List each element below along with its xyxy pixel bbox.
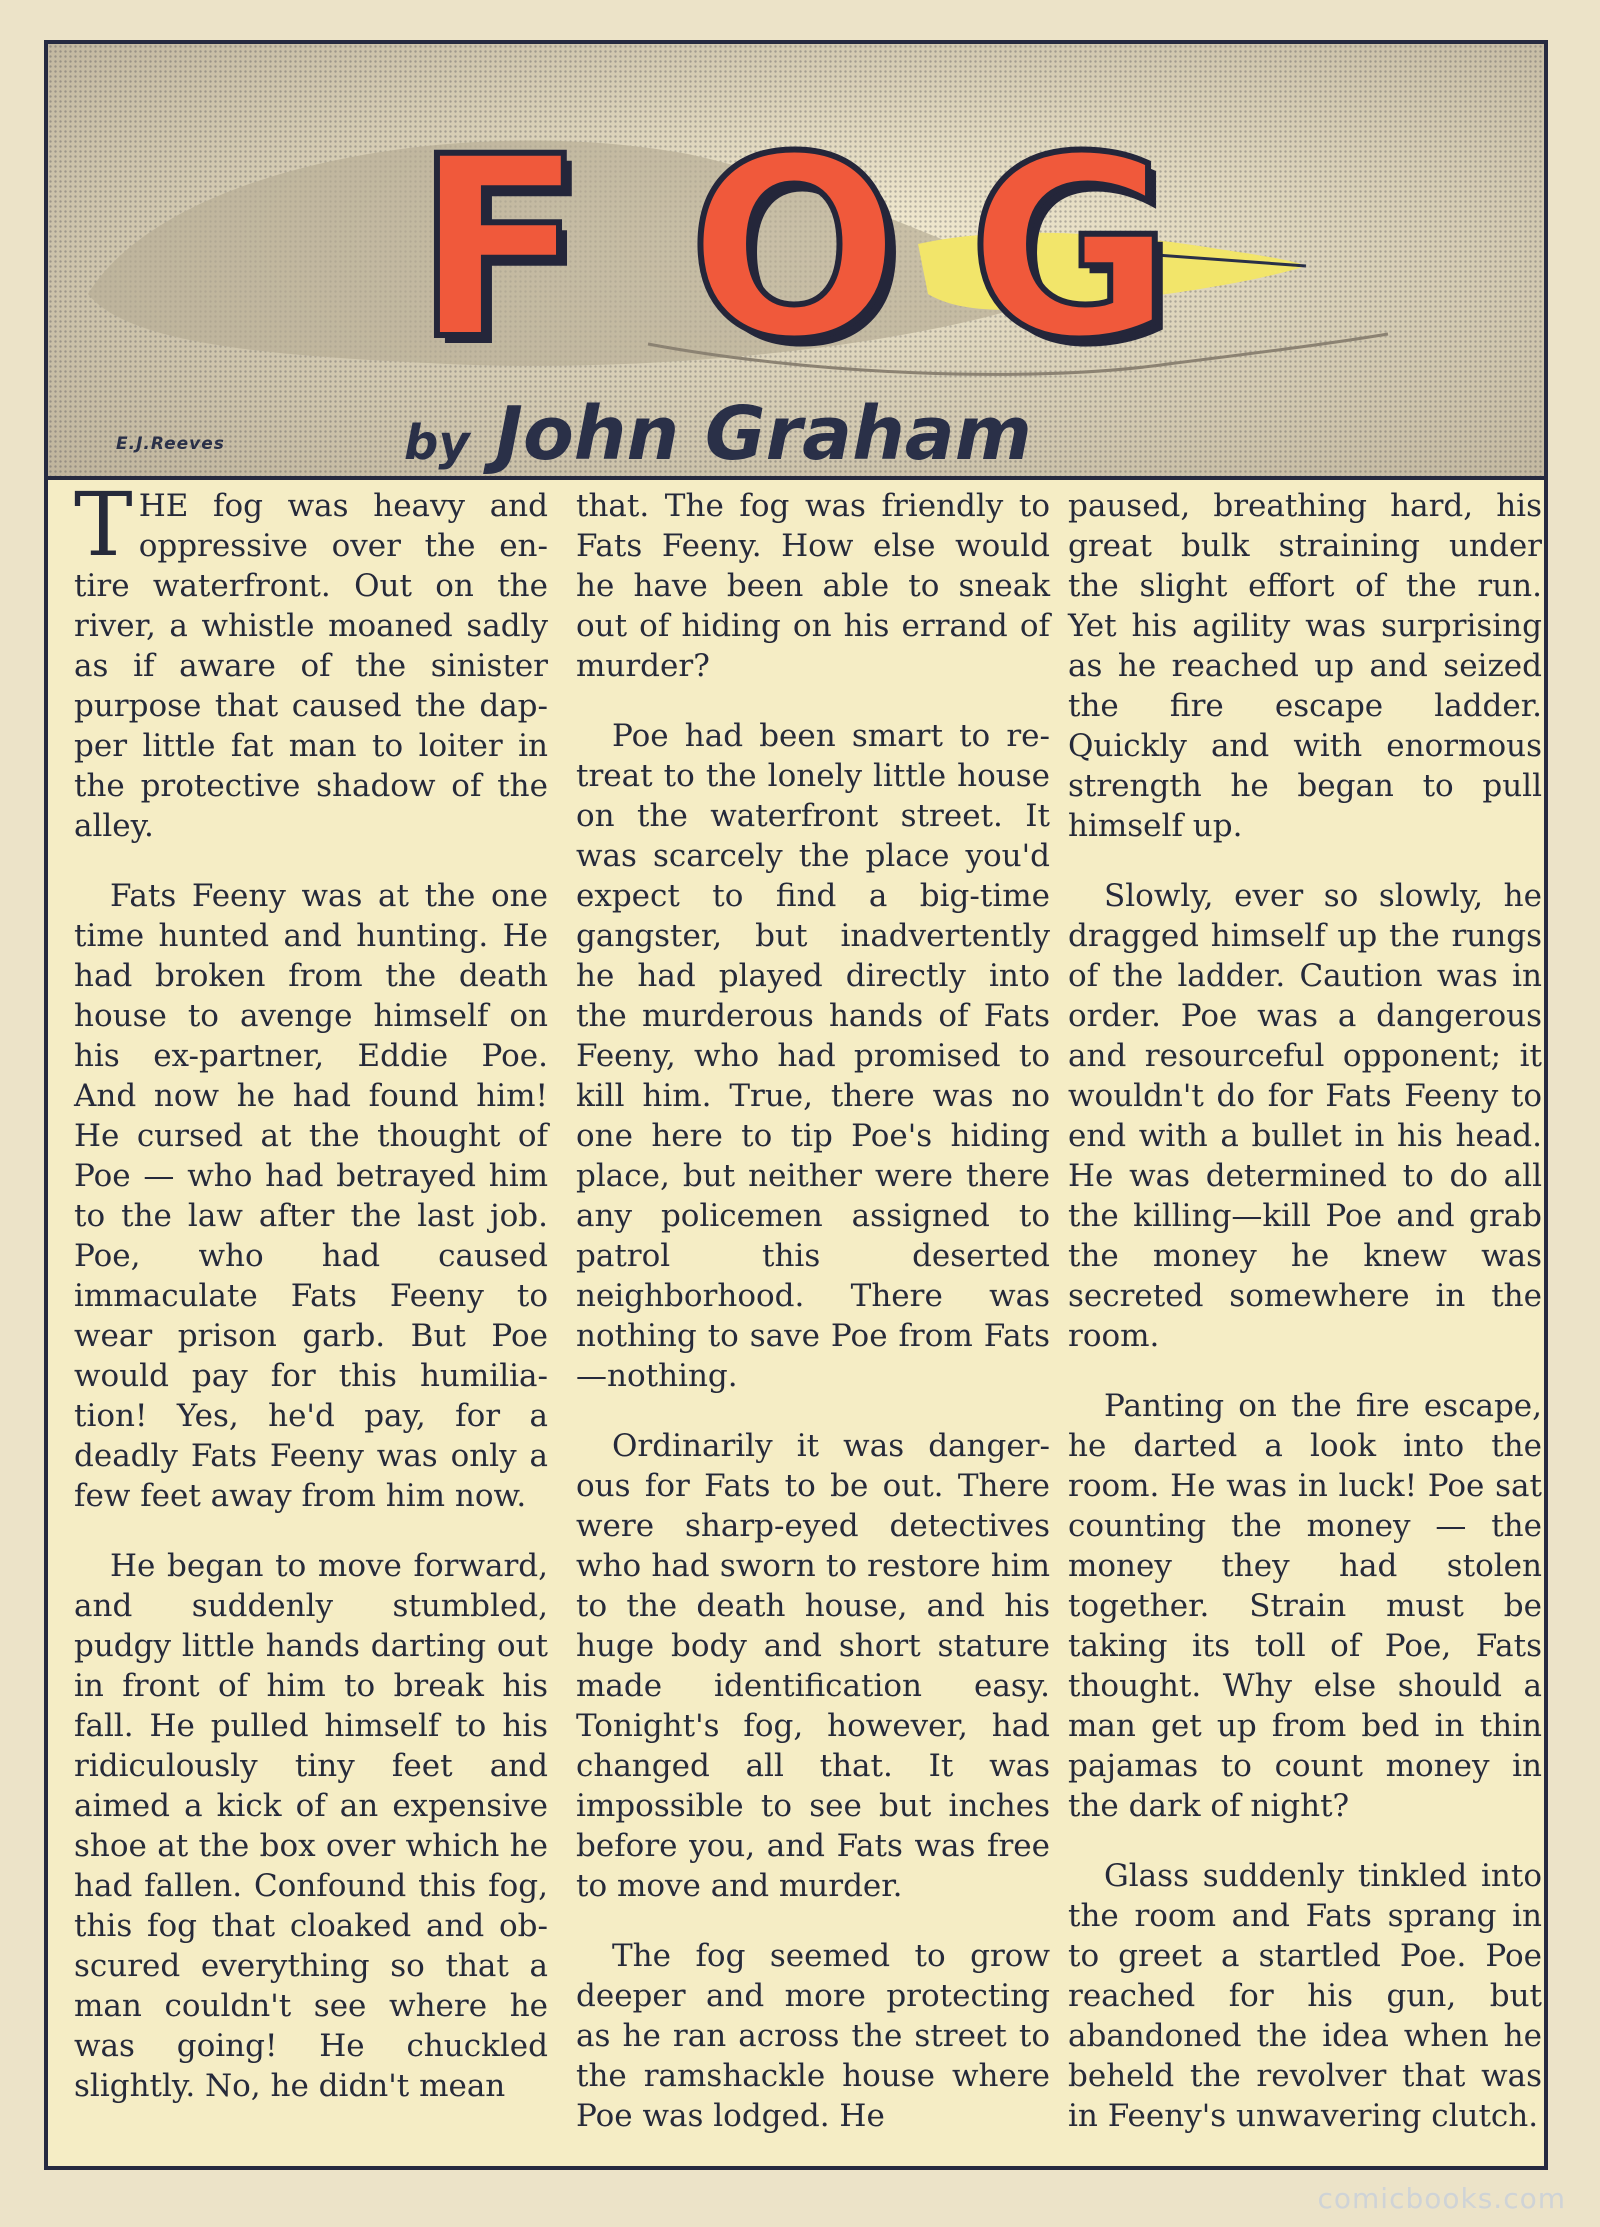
title-letter-o: O <box>688 103 901 394</box>
paragraph: Slowly, ever so slowly, he dragged himself up the rungs of the ladder. Caution was in order. Poe was a dangerous and resourceful opponent; it wouldn't do for Fats Feeny to end with a bullet in his head. He was determined to do all the killing—kill Poe and grab the money he knew was secreted somewhere in the room. <box>1068 878 1542 1354</box>
byline <box>404 391 1032 480</box>
paragraph <box>74 473 548 846</box>
title-panel <box>48 44 1544 480</box>
watermark: comicbooks.com <box>1317 2182 1566 2215</box>
author-name: John Graham <box>495 391 1032 477</box>
byline-prefix: by <box>404 415 470 471</box>
text-column-2 <box>576 486 1050 2166</box>
text-column-3 <box>1068 486 1542 2166</box>
paragraph-text: HE fog was heavy and oppressive over the entire waterfront. Out on the river, a whistle moaned sadly as if aware of the sinister purpose that caused the dapper little fat man to loiter in the protective shadow of the alley. <box>74 488 548 844</box>
title-letter-f: F <box>414 103 585 394</box>
paragraph: paused, breathing hard, his great bulk straining under the slight effort of the run. Yet his agility was surprising as he reached up and seized the fire escape ladder. Quickly and with enormous strength he began to pull himself up. <box>1068 488 1542 844</box>
paragraph: Poe had been smart to retreat to the lonely little house on the waterfront street. It was scarcely the place you'd expect to find a big-time gangster, but inadvertently he had played directly into the murderous hands of Fats Feeny, who had promised to kill him. True, there was no one here to tip Poe's hiding place, but neither were there any policemen assigned to patrol this deserted neighborhood. There was nothing to save Poe from Fats—nothing. <box>576 718 1050 1394</box>
paragraph: Ordinarily it was dangerous for Fats to be out. There were sharp-eyed detectives who had sworn to restore him to the death house, and his huge body and short stature made identification easy. Tonight's fog, however, had changed all that. It was impossible to see but inches before you, and Fats was free to move and murder. <box>576 1428 1050 1904</box>
page-frame <box>44 40 1548 2170</box>
artist-signature: E.J.Reeves <box>116 434 225 454</box>
paragraph: that. The fog was friendly to Fats Feeny. How else would he have been able to sneak out of hiding on his errand of murder? <box>576 488 1050 684</box>
paragraph: Fats Feeny was at the one time hunted and hunting. He had broken from the death house to avenge himself on his ex-partner, Eddie Poe. And now he had found him! He cursed at the thought of Poe — who had betrayed him to the law after the last job. Poe, who had caused immaculate Fats Feeny to wear prison garb. But Poe would pay for this humiliation! Yes, he'd pay, for a deadly Fats Feeny was only a few feet away from him now. <box>74 878 548 1514</box>
drop-cap: T <box>74 473 133 576</box>
paragraph: He began to move forward, and suddenly stumbled, pudgy little hands darting out in front of him to break his fall. He pulled himself to his ridiculously tiny feet and aimed a kick of an expensive shoe at the box over which he had fallen. Confound this fog, this fog that cloaked and obscured everything so that a man couldn't see where he was going! He chuckled slightly. No, he didn't mean <box>74 1548 548 2104</box>
text-column-1 <box>74 473 548 2136</box>
paragraph: The fog seemed to grow deeper and more protecting as he ran across the street to the ramshackle house where Poe was lodged. He <box>576 1938 1050 2134</box>
title-letter-g: G <box>968 103 1174 394</box>
paragraph: Panting on the fire escape, he darted a look into the room. He was in luck! Poe sat counting the money — the money they had stolen together. Strain must be taking its toll of Poe, Fats thought. Why else should a man get up from bed in thin pajamas to count money in the dark of night? <box>1068 1388 1542 1824</box>
paragraph: Glass suddenly tinkled into the room and Fats sprang in to greet a startled Poe. Poe reached for his gun, but abandoned the idea when he beheld the revolver that was in Feeny's unwavering clutch. <box>1068 1858 1542 2134</box>
story-text-area <box>48 473 1544 2166</box>
